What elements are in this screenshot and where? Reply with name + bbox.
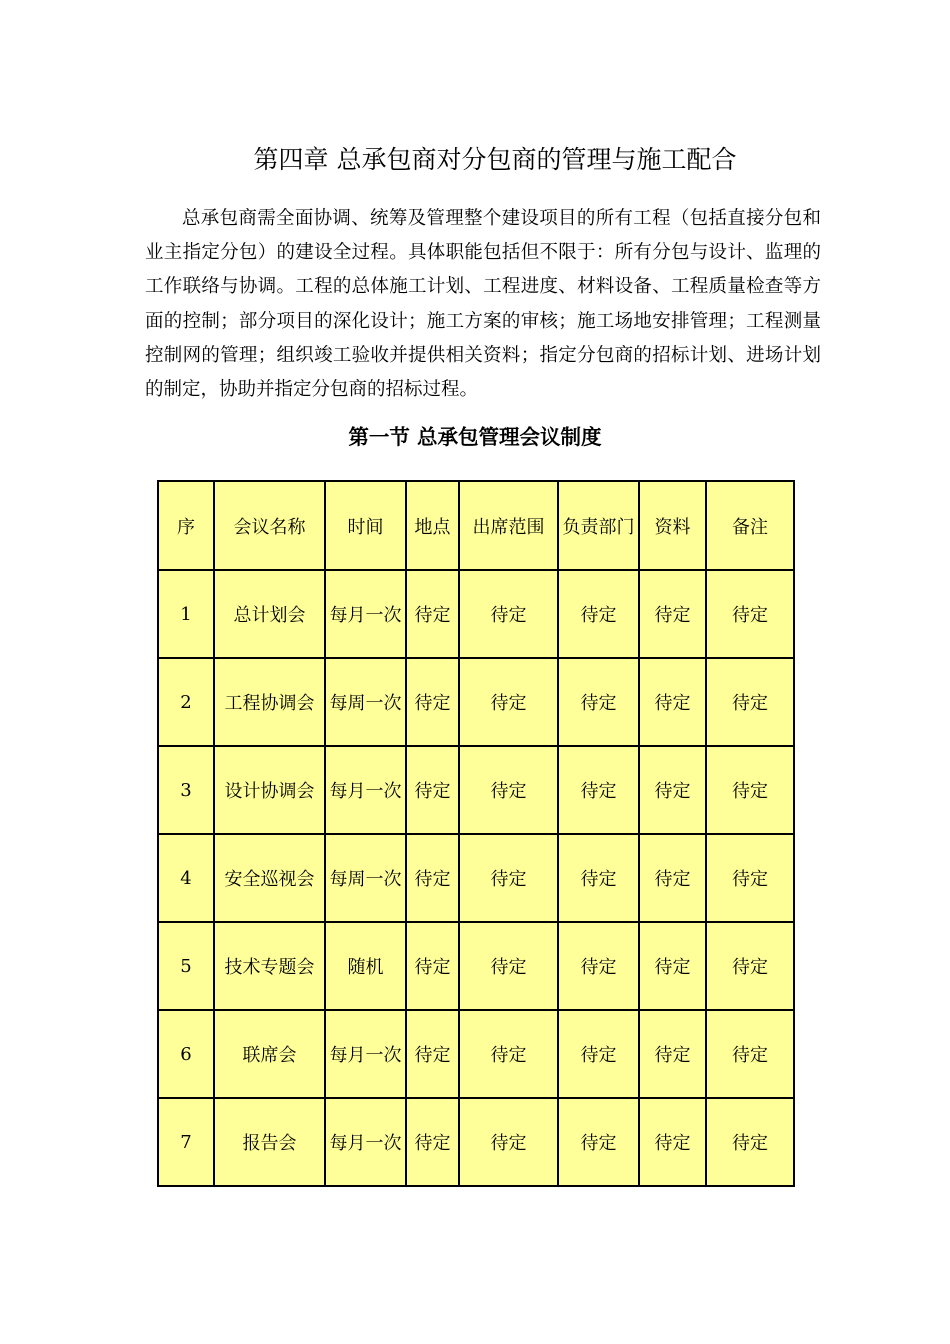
table-cell: 5 (158, 922, 214, 1010)
table-row (158, 922, 794, 1010)
header-cell-index: 序 (158, 481, 214, 570)
table-cell: 待定 (706, 570, 794, 658)
table-cell: 待定 (706, 834, 794, 922)
table-cell: 待定 (406, 1010, 459, 1098)
header-cell-time: 时间 (325, 481, 406, 570)
table-cell: 待定 (706, 922, 794, 1010)
table-cell: 待定 (706, 1098, 794, 1186)
table-cell: 4 (158, 834, 214, 922)
table-cell: 待定 (639, 834, 706, 922)
section-title: 第一节 总承包管理会议制度 (348, 425, 602, 449)
table-row (158, 746, 794, 834)
header-cell-meeting-name: 会议名称 (214, 481, 325, 570)
table-cell: 随机 (325, 922, 406, 1010)
table-cell: 2 (158, 658, 214, 746)
table-cell: 每周一次 (325, 658, 406, 746)
table-cell: 待定 (639, 746, 706, 834)
table-cell: 待定 (639, 1010, 706, 1098)
intro-paragraph: 总承包商需全面协调、统筹及管理整个建设项目的所有工程（包括直接分包和业主指定分包）的建设全过程。具体职能包括但不限于：所有分包与设计、监理的工作联络与协调。工程的总体施工计划、工程进度、材料设备、工程质量检查等方面的控制；部分项目的深化设计；施工方案的审核；施工场地安排管理；工程测量控制网的管理；组织竣工验收并提供相关资料；指定分包商的招标计划、进场计划的制定，协助并指定分包商的招标过程。 (145, 208, 821, 401)
meeting-schedule-table (157, 480, 795, 1187)
table-cell: 1 (158, 570, 214, 658)
table-cell: 每月一次 (325, 1098, 406, 1186)
table-cell: 待定 (639, 570, 706, 658)
table-cell: 待定 (459, 570, 558, 658)
table-cell: 待定 (558, 922, 639, 1010)
table-cell: 待定 (558, 1010, 639, 1098)
table-cell: 每月一次 (325, 746, 406, 834)
table-cell: 待定 (706, 746, 794, 834)
table-cell: 待定 (558, 570, 639, 658)
table-row (158, 570, 794, 658)
table-cell: 待定 (706, 1010, 794, 1098)
table-cell: 每月一次 (325, 570, 406, 658)
header-cell-location: 地点 (406, 481, 459, 570)
table-cell: 联席会 (214, 1010, 325, 1098)
table-cell: 待定 (459, 658, 558, 746)
table-row (158, 658, 794, 746)
table-cell: 待定 (459, 1098, 558, 1186)
table-cell: 待定 (459, 834, 558, 922)
header-cell-attendees: 出席范围 (459, 481, 558, 570)
chapter-title: 第四章 总承包商对分包商的管理与施工配合 (253, 145, 737, 174)
table-cell: 设计协调会 (214, 746, 325, 834)
table-cell: 待定 (406, 922, 459, 1010)
table-header-row (158, 481, 794, 570)
table-cell: 6 (158, 1010, 214, 1098)
table-cell: 7 (158, 1098, 214, 1186)
table-cell: 待定 (558, 1098, 639, 1186)
table-cell: 报告会 (214, 1098, 325, 1186)
table-cell: 待定 (406, 658, 459, 746)
table-cell: 待定 (639, 1098, 706, 1186)
table-cell: 待定 (406, 834, 459, 922)
table-cell: 每周一次 (325, 834, 406, 922)
header-cell-materials: 资料 (639, 481, 706, 570)
table-cell: 待定 (406, 746, 459, 834)
table-row (158, 1098, 794, 1186)
table-row (158, 1010, 794, 1098)
table-cell: 待定 (558, 658, 639, 746)
header-cell-department: 负责部门 (558, 481, 639, 570)
table-cell: 待定 (706, 658, 794, 746)
table-cell: 每月一次 (325, 1010, 406, 1098)
table-cell: 待定 (558, 834, 639, 922)
table-cell: 技术专题会 (214, 922, 325, 1010)
table-cell: 待定 (639, 922, 706, 1010)
table-cell: 工程协调会 (214, 658, 325, 746)
table-cell: 3 (158, 746, 214, 834)
table-cell: 待定 (459, 922, 558, 1010)
table-row (158, 834, 794, 922)
table-cell: 待定 (459, 746, 558, 834)
header-cell-remarks: 备注 (706, 481, 794, 570)
table-cell: 待定 (639, 658, 706, 746)
table-cell: 待定 (406, 570, 459, 658)
table-cell: 总计划会 (214, 570, 325, 658)
table-cell: 待定 (459, 1010, 558, 1098)
table-cell: 安全巡视会 (214, 834, 325, 922)
table-cell: 待定 (406, 1098, 459, 1186)
table-cell: 待定 (558, 746, 639, 834)
